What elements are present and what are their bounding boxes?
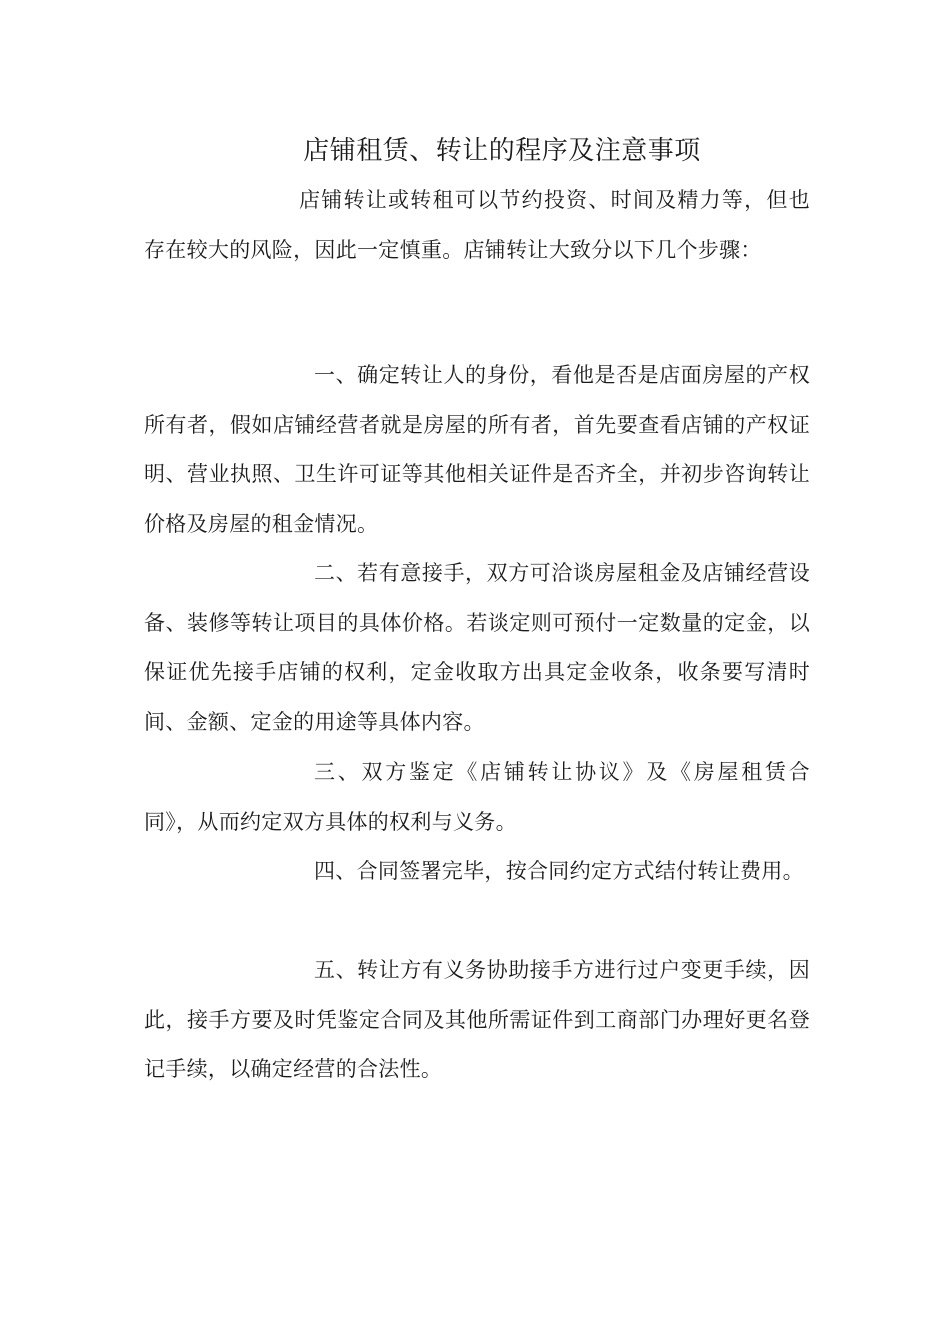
intro-paragraph: 店铺转让或转租可以节约投资、时间及精力等，但也存在较大的风险，因此一定慎重。店铺转让大致分以下几个步骤： bbox=[144, 188, 810, 262]
step-2-paragraph: 二、若有意接手，双方可洽谈房屋租金及店铺经营设备、装修等转让项目的具体价格。若谈定则可预付一定数量的定金，以保证优先接手店铺的权利，定金收取方出具定金收条，收条要写清时间、金额、定金的用途等具体内容。 bbox=[144, 561, 810, 734]
step-4-paragraph: 四、合同签署完毕，按合同约定方式结付转让费用。 bbox=[314, 859, 804, 883]
step-5-paragraph: 五、转让方有义务协助接手方进行过户变更手续，因此，接手方要及时凭鉴定合同及其他所需证件到工商部门办理好更名登记手续，以确定经营的合法性。 bbox=[144, 958, 810, 1081]
step-1-paragraph: 一、确定转让人的身份，看他是否是店面房屋的产权所有者，假如店铺经营者就是房屋的所有者，首先要查看店铺的产权证明、营业执照、卫生许可证等其他相关证件是否齐全，并初步咨询转让价格及房屋的租金情况。 bbox=[144, 363, 810, 536]
document-title: 店铺租赁、转让的程序及注意事项 bbox=[303, 136, 701, 166]
step-3-paragraph: 三、双方鉴定《店铺转让协议》及《房屋租赁合同》，从而约定双方具体的权利与义务。 bbox=[144, 760, 810, 834]
